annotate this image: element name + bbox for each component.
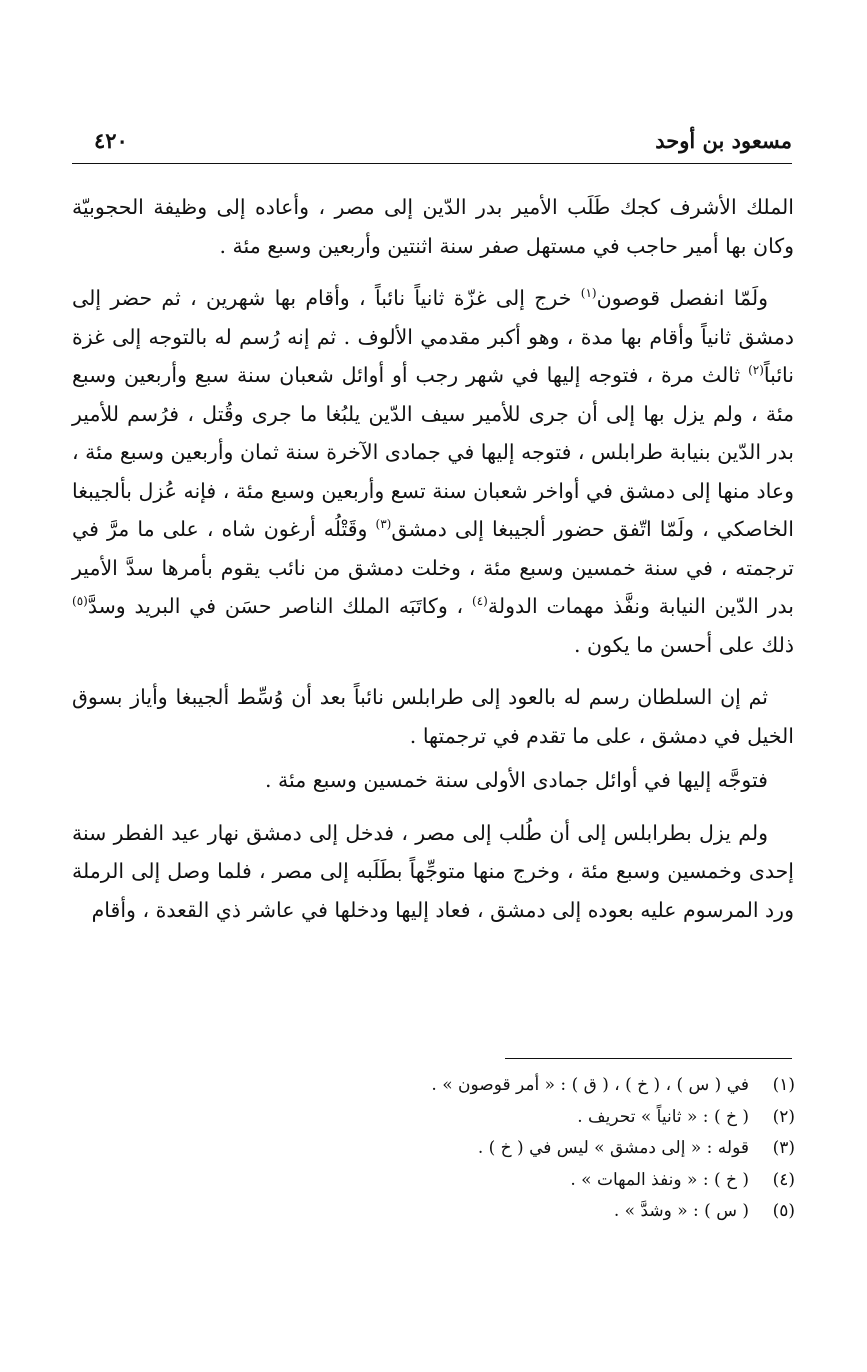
footnote-text: ( خ ) : « ثانياً » تحريف .	[577, 1106, 749, 1127]
footnote-ref-3: (٣)	[375, 517, 392, 532]
main-text	[72, 188, 794, 929]
footnote-4	[75, 1165, 795, 1197]
text-run: ولم يزل بطرابلس إلى أن طُلب إلى مصر ، فدخل إلى دمشق نهار عيد الفطر سنة إحدى وخمسين وسبع مئة ، وخرج منها متوجِّهاً بطَلَبه إلى مصر ، فلما وصل إلى الرملة ورد المرسوم عليه بعوده إلى دمشق ، فعاد إليها ودخلها في عاشر ذي القعدة ، وأقام	[72, 820, 794, 922]
text-run: خرج إلى غزّة ثانياً نائباً ، وأقام بها شهرين ، ثم حضر إلى دمشق ثانياً وأقام بها مدة ، وهو أكبر مقدمي الألوف . ثم إنه رُسم له بالتوجه إلى غزة نائباً	[72, 286, 794, 387]
paragraph-1	[72, 188, 794, 265]
footnote-text: قوله : « إلى دمشق » ليس في ( خ ) .	[477, 1138, 749, 1158]
text-run: فتوجَّه إليها في أوائل جمادى الأولى سنة خمسين وسبع مئة .	[264, 768, 768, 792]
footnote-ref-2: (٢)	[748, 363, 764, 378]
footnote-text: ( خ ) : « ونفذ المهات » .	[570, 1169, 749, 1190]
footnote-5	[75, 1196, 795, 1228]
footnote-number: (٤)	[772, 1169, 795, 1190]
paragraph-2	[72, 279, 794, 664]
paragraph-5	[72, 814, 794, 930]
footnote-text: ( س ) : « وشدَّ » .	[613, 1201, 749, 1221]
running-title: مسعود بن أوحد	[655, 128, 792, 153]
footnote-ref-5: (٥)	[72, 594, 88, 609]
footnote-number: (٢)	[772, 1106, 795, 1127]
footnote-ref-1: (١)	[580, 286, 597, 301]
footnote-1	[75, 1070, 795, 1102]
footnotes	[75, 1070, 795, 1228]
footnote-number: (٣)	[772, 1138, 795, 1158]
text-run: الملك الأشرف كجك طَلَب الأمير بدر الدّين إلى مصر ، وأعاده إلى وظيفة الحجوبيّة وكان بها أمير حاجب في مستهل صفر سنة اثنتين وأربعين وسبع مئة .	[72, 195, 794, 258]
paragraph-4	[72, 761, 794, 800]
footnote-2	[75, 1102, 795, 1134]
footnote-ref-4: (٤)	[472, 594, 488, 609]
text-run: ثالث مرة ، فتوجه إليها في شهر رجب أو أوائل شعبان سنة سبع وأربعين وسبع مئة ، ولم يزل بها إلى أن جرى للأمير سيف الدّين يلبُغا ما جرى وقُتل ، فرُسم للأمير بدر الدّين بنيابة طرابلس ، فتوجه إليها في جمادى الآخرة سنة ثمان وأربعين وسبع مئة ، وعاد منها إلى دمشق في أواخر شعبان سنة تسع وأربعين وسبع مئة ، فإنه عُزل بألجيبغا الخاصكي ، ولَمّا اتّفق حضور ألجيبغا إلى دمشق	[72, 363, 794, 541]
footnote-text: في ( س ) ، ( خ ) ، ( ق ) : « أمر قوصون » .	[431, 1075, 749, 1095]
text-run: ذلك على أحسن ما يكون .	[573, 632, 794, 657]
page-number: ٤٢٠	[94, 128, 128, 153]
text-run: ، وكاتَبَه الملك الناصر حسَن في البريد وسدَّ	[87, 594, 472, 618]
footnote-number: (٥)	[772, 1201, 795, 1221]
footnote-number: (١)	[772, 1075, 795, 1095]
footnote-3	[75, 1133, 795, 1165]
paragraph-3	[72, 678, 794, 755]
text-run: ثم إن السلطان رسم له بالعود إلى طرابلس نائباً بعد أن وُسِّط ألجيبغا وأياز بسوق الخيل في دمشق ، على ما تقدم في ترجمتها .	[72, 685, 794, 748]
header-rule	[72, 163, 792, 164]
text-run: وقَتْلُه أرغون شاه ، على ما مرَّ في ترجمته ، في سنة خمسين وسبع مئة ، وخلت دمشق من نائب يقوم بأمرها سدَّ الأمير بدر الدّين النيابة ونفَّذ مهمات الدولة	[72, 517, 794, 618]
text-run: ولَمّا انفصل قوصون	[596, 286, 769, 310]
page-header	[72, 128, 792, 162]
footnote-rule	[505, 1058, 792, 1059]
